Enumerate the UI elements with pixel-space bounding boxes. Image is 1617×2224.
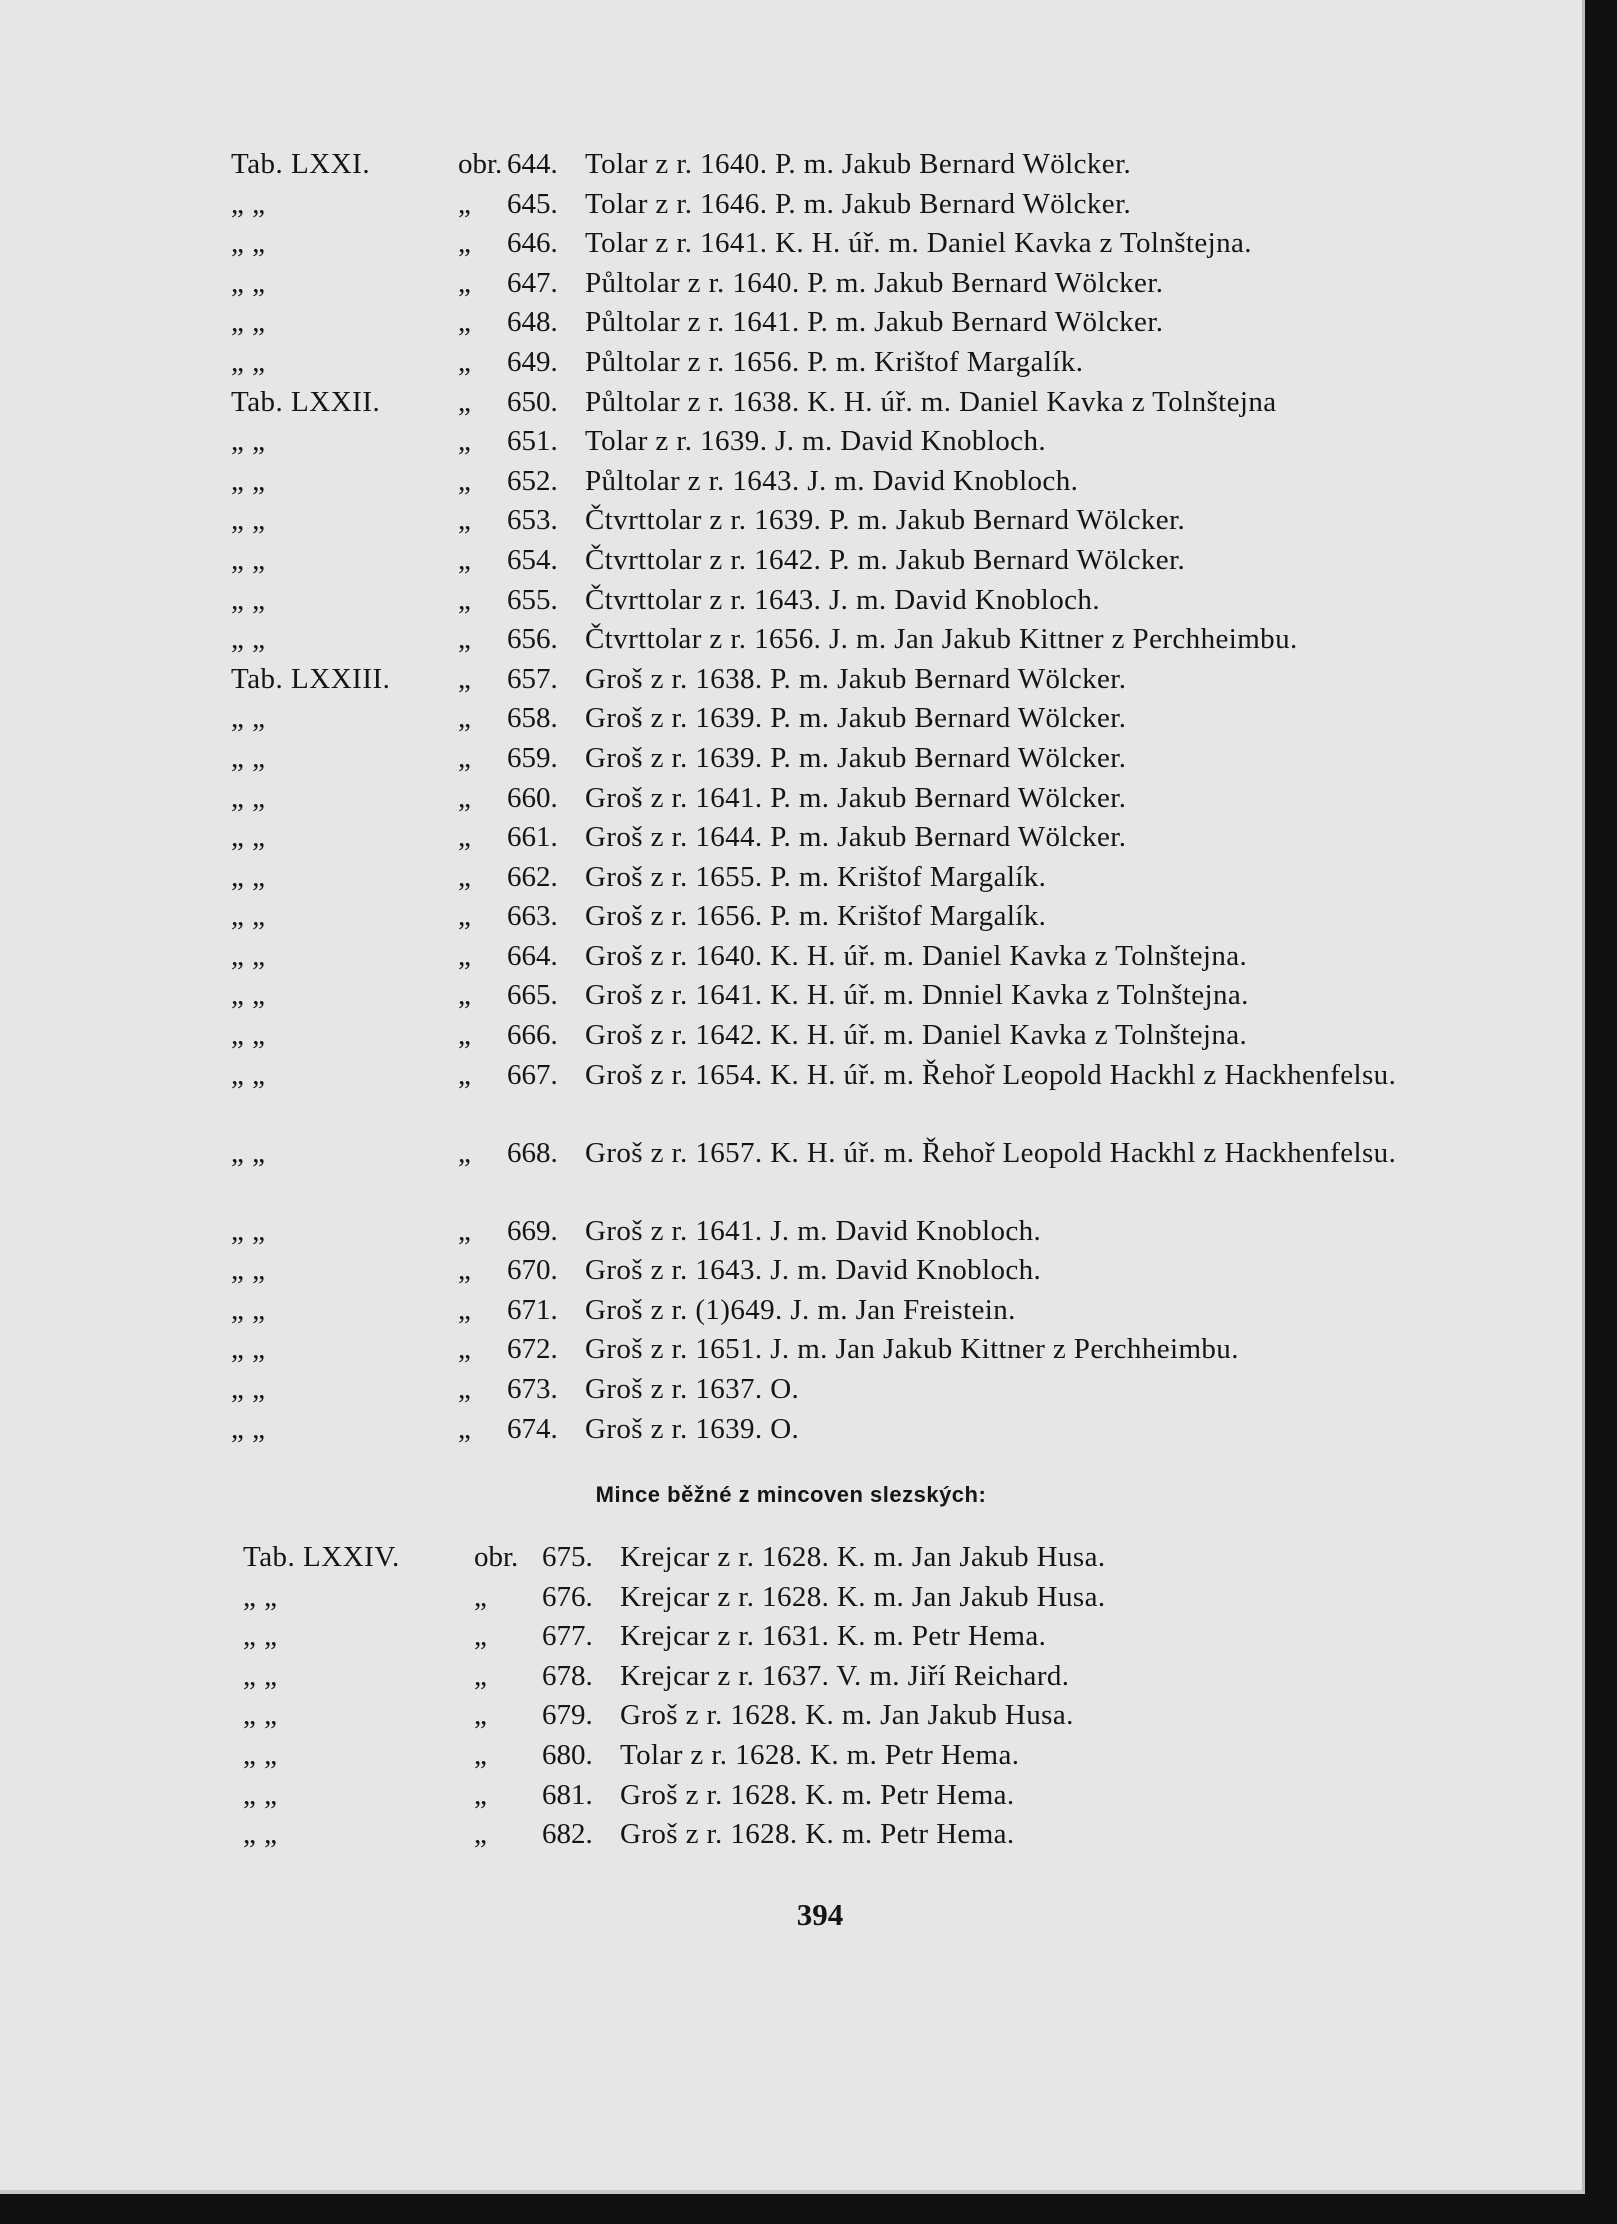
plate-label: „ „ — [231, 860, 266, 893]
list-item — [0, 145, 1600, 185]
plate-label: „ „ — [231, 1214, 266, 1247]
coin-description: Tolar z r. 1640. P. m. Jakub Bernard Wölcker. — [585, 148, 1132, 180]
plate-label: „ „ — [231, 504, 266, 537]
figure-label: „ — [458, 1214, 471, 1247]
figure-number: 674. — [507, 1412, 558, 1445]
figure-number: 663. — [507, 900, 558, 933]
figure-label: „ — [458, 266, 471, 299]
list-item — [0, 1370, 1600, 1410]
figure-number: 654. — [507, 543, 558, 576]
coin-description: Tolar z r. 1639. J. m. David Knobloch. — [585, 425, 1046, 458]
figure-number: 677. — [542, 1620, 593, 1653]
figure-label: „ — [458, 1254, 471, 1287]
list-item — [0, 1134, 1600, 1212]
figure-number: 669. — [507, 1214, 558, 1247]
plate-label: „ „ — [243, 1818, 278, 1851]
figure-number: 655. — [507, 583, 558, 616]
plate-label: „ „ — [231, 464, 266, 497]
list-item — [0, 303, 1600, 343]
coin-description: Tolar z r. 1628. K. m. Petr Hema. — [620, 1738, 1020, 1771]
list-item — [0, 185, 1600, 225]
coin-description: Groš z r. 1639. P. m. Jakub Bernard Wölcker. — [585, 702, 1127, 735]
coin-description: Půltolar z r. 1643. J. m. David Knobloch. — [585, 464, 1079, 497]
figure-label: „ — [458, 385, 471, 418]
plate-label: „ „ — [243, 1659, 278, 1692]
figure-label: „ — [458, 781, 471, 814]
coin-description: Groš z r. 1637. O. — [585, 1373, 800, 1406]
figure-label: „ — [458, 821, 471, 854]
list-item — [0, 779, 1600, 819]
list-item — [0, 1330, 1600, 1370]
figure-label: „ — [458, 1373, 471, 1406]
plate-label: „ „ — [231, 1254, 266, 1287]
plate-label: „ „ — [231, 1136, 266, 1169]
plate-label: „ „ — [231, 702, 266, 735]
figure-label: „ — [458, 543, 471, 576]
plate-label: „ „ — [231, 900, 266, 933]
coin-description: Čtvrttolar z r. 1656. J. m. Jan Jakub Kittner z Perchheimbu. — [585, 623, 1298, 656]
figure-label: „ — [458, 1136, 471, 1169]
plate-label: „ „ — [231, 821, 266, 854]
figure-label: „ — [474, 1620, 487, 1653]
figure-label: obr. — [474, 1541, 519, 1573]
figure-number: 648. — [507, 306, 558, 339]
list-item — [0, 976, 1600, 1016]
list-item — [0, 937, 1600, 977]
plate-label: „ „ — [231, 1373, 266, 1406]
figure-number: 657. — [507, 662, 558, 695]
figure-number: 675. — [542, 1541, 593, 1573]
plate-label: „ „ — [231, 623, 266, 656]
coin-description: Tolar z r. 1646. P. m. Jakub Bernard Wölcker. — [585, 187, 1132, 220]
coin-description: Půltolar z r. 1641. P. m. Jakub Bernard Wölcker. — [585, 306, 1164, 339]
plate-label: „ „ — [243, 1699, 278, 1732]
plate-label: „ „ — [231, 266, 266, 299]
plate-label: Tab. LXXII. — [231, 385, 381, 418]
figure-number: 653. — [507, 504, 558, 537]
coin-description: Groš z r. 1628. K. m. Jan Jakub Husa. — [620, 1699, 1074, 1732]
list-item — [0, 1815, 1600, 1855]
coin-description: Krejcar z r. 1637. V. m. Jiří Reichard. — [620, 1659, 1070, 1692]
list-item — [0, 1617, 1600, 1657]
coin-description: Půltolar z r. 1638. K. H. úř. m. Daniel Kavka z Tolnštejna — [585, 385, 1277, 418]
plate-label: „ „ — [243, 1620, 278, 1653]
plate-listing-section-1 — [0, 145, 1600, 1449]
plate-label: „ „ — [231, 1412, 266, 1445]
list-item — [0, 660, 1600, 700]
list-item — [0, 462, 1600, 502]
plate-label: „ „ — [231, 583, 266, 616]
list-item — [0, 1016, 1600, 1056]
figure-number: 652. — [507, 464, 558, 497]
coin-description: Groš z r. 1651. J. m. Jan Jakub Kittner z Perchheimbu. — [585, 1333, 1239, 1366]
figure-number: 660. — [507, 781, 558, 814]
figure-number: 680. — [542, 1738, 593, 1771]
figure-number: 678. — [542, 1659, 593, 1692]
list-item — [0, 224, 1600, 264]
coin-description: Čtvrttolar z r. 1643. J. m. David Knobloch. — [585, 583, 1100, 616]
coin-description: Groš z r. 1642. K. H. úř. m. Daniel Kavka z Tolnštejna. — [585, 1019, 1248, 1052]
plate-label: „ „ — [231, 1058, 266, 1091]
figure-label: „ — [474, 1699, 487, 1732]
figure-label: „ — [458, 623, 471, 656]
list-item — [0, 343, 1600, 383]
figure-label: „ — [458, 860, 471, 893]
plate-label: „ „ — [243, 1580, 278, 1613]
coin-description: Groš z r. 1639. P. m. Jakub Bernard Wölcker. — [585, 741, 1127, 774]
figure-number: 646. — [507, 227, 558, 260]
list-item — [0, 818, 1600, 858]
figure-label: „ — [458, 741, 471, 774]
list-item — [0, 1736, 1600, 1776]
figure-label: „ — [458, 306, 471, 339]
coin-description: Čtvrttolar z r. 1639. P. m. Jakub Bernard Wölcker. — [585, 504, 1186, 537]
list-item — [0, 1538, 1600, 1578]
plate-label: „ „ — [231, 227, 266, 260]
figure-number: 666. — [507, 1019, 558, 1052]
list-item — [0, 699, 1600, 739]
coin-description: Krejcar z r. 1628. K. m. Jan Jakub Husa. — [620, 1541, 1106, 1573]
plate-label: „ „ — [231, 741, 266, 774]
plate-label: „ „ — [231, 187, 266, 220]
plate-label: „ „ — [231, 781, 266, 814]
figure-number: 672. — [507, 1333, 558, 1366]
figure-number: 681. — [542, 1778, 593, 1811]
list-item — [0, 1657, 1600, 1697]
list-item — [0, 1291, 1600, 1331]
plate-label: „ „ — [231, 979, 266, 1012]
list-item — [0, 620, 1600, 660]
plate-label: „ „ — [231, 1019, 266, 1052]
figure-label: „ — [474, 1778, 487, 1811]
list-item — [0, 422, 1600, 462]
section-heading-silesian-mints: Mince běžné z mincoven slezských: — [595, 1482, 987, 1507]
figure-label: „ — [474, 1659, 487, 1692]
coin-description: Půltolar z r. 1640. P. m. Jakub Bernard Wölcker. — [585, 266, 1164, 299]
coin-description: Groš z r. 1628. K. m. Petr Hema. — [620, 1818, 1015, 1851]
plate-label: Tab. LXXI. — [231, 148, 371, 180]
plate-label: Tab. LXXIV. — [243, 1541, 400, 1573]
plate-label: Tab. LXXIII. — [231, 662, 391, 695]
figure-number: 645. — [507, 187, 558, 220]
figure-number: 676. — [542, 1580, 593, 1613]
coin-description: Groš z r. 1639. O. — [585, 1412, 800, 1445]
coin-description: Tolar z r. 1641. K. H. úř. m. Daniel Kavka z Tolnštejna. — [585, 227, 1252, 260]
list-item — [0, 897, 1600, 937]
coin-description: Groš z r. 1657. K. H. úř. m. Řehoř Leopold Hackhl z Hackhenfelsu. — [585, 1136, 1397, 1169]
list-item — [0, 264, 1600, 304]
list-item — [0, 1056, 1600, 1134]
coin-description: Groš z r. 1641. K. H. úř. m. Dnniel Kavka z Tolnštejna. — [585, 979, 1249, 1012]
plate-label: „ „ — [243, 1778, 278, 1811]
figure-label: „ — [458, 583, 471, 616]
coin-description: Groš z r. 1644. P. m. Jakub Bernard Wölcker. — [585, 821, 1127, 854]
figure-number: 651. — [507, 425, 558, 458]
list-item — [0, 1410, 1600, 1450]
figure-label: „ — [458, 504, 471, 537]
coin-description: Groš z r. 1655. P. m. Krištof Margalík. — [585, 860, 1047, 893]
coin-description: Groš z r. 1643. J. m. David Knobloch. — [585, 1254, 1042, 1287]
coin-description: Groš z r. 1654. K. H. úř. m. Řehoř Leopold Hackhl z Hackhenfelsu. — [585, 1058, 1397, 1091]
coin-description: Groš z r. 1656. P. m. Krištof Margalík. — [585, 900, 1047, 933]
figure-number: 650. — [507, 385, 558, 418]
plate-listing-section-2 — [0, 1538, 1600, 1855]
page-number: 394 — [796, 1897, 844, 1932]
figure-label: „ — [458, 1412, 471, 1445]
figure-label: „ — [458, 227, 471, 260]
coin-description: Čtvrttolar z r. 1642. P. m. Jakub Bernard Wölcker. — [585, 543, 1186, 576]
list-item — [0, 1776, 1600, 1816]
figure-label: „ — [458, 425, 471, 458]
figure-number: 682. — [542, 1818, 593, 1851]
plate-label: „ „ — [231, 939, 266, 972]
plate-label: „ „ — [231, 1293, 266, 1326]
list-item — [0, 1212, 1600, 1252]
figure-label: „ — [458, 187, 471, 220]
figure-number: 649. — [507, 345, 558, 378]
figure-label: „ — [458, 464, 471, 497]
figure-number: 667. — [507, 1058, 558, 1091]
figure-label: „ — [458, 702, 471, 735]
figure-number: 644. — [507, 148, 558, 180]
list-item — [0, 581, 1600, 621]
figure-label: „ — [458, 939, 471, 972]
figure-number: 659. — [507, 741, 558, 774]
coin-description: Groš z r. (1)649. J. m. Jan Freistein. — [585, 1293, 1016, 1326]
coin-description: Groš z r. 1640. K. H. úř. m. Daniel Kavka z Tolnštejna. — [585, 939, 1248, 972]
coin-description: Groš z r. 1641. J. m. David Knobloch. — [585, 1214, 1042, 1247]
list-item — [0, 1696, 1600, 1736]
figure-number: 673. — [507, 1373, 558, 1406]
coin-description: Groš z r. 1638. P. m. Jakub Bernard Wölcker. — [585, 662, 1127, 695]
plate-label: „ „ — [231, 345, 266, 378]
list-item — [0, 739, 1600, 779]
plate-label: „ „ — [231, 543, 266, 576]
figure-label: „ — [458, 662, 471, 695]
figure-number: 658. — [507, 702, 558, 735]
figure-number: 670. — [507, 1254, 558, 1287]
plate-label: „ „ — [231, 425, 266, 458]
coin-description: Krejcar z r. 1631. K. m. Petr Hema. — [620, 1620, 1047, 1653]
coin-description: Půltolar z r. 1656. P. m. Krištof Margalík. — [585, 345, 1084, 378]
figure-label: „ — [458, 345, 471, 378]
figure-number: 665. — [507, 979, 558, 1012]
figure-label: „ — [458, 900, 471, 933]
figure-number: 647. — [507, 266, 558, 299]
figure-label: „ — [458, 1333, 471, 1366]
figure-number: 662. — [507, 860, 558, 893]
list-item — [0, 541, 1600, 581]
figure-label: „ — [474, 1738, 487, 1771]
figure-number: 668. — [507, 1136, 558, 1169]
figure-number: 661. — [507, 821, 558, 854]
figure-number: 671. — [507, 1293, 558, 1326]
plate-label: „ „ — [231, 1333, 266, 1366]
figure-label: „ — [458, 1293, 471, 1326]
figure-number: 664. — [507, 939, 558, 972]
figure-label: „ — [474, 1818, 487, 1851]
figure-label: „ — [458, 1019, 471, 1052]
plate-label: „ „ — [231, 306, 266, 339]
figure-label: „ — [458, 1058, 471, 1091]
list-item — [0, 858, 1600, 898]
figure-number: 656. — [507, 623, 558, 656]
list-item — [0, 501, 1600, 541]
list-item — [0, 1578, 1600, 1618]
figure-number: 679. — [542, 1699, 593, 1732]
list-item — [0, 383, 1600, 423]
coin-description: Krejcar z r. 1628. K. m. Jan Jakub Husa. — [620, 1580, 1106, 1613]
coin-description: Groš z r. 1628. K. m. Petr Hema. — [620, 1778, 1015, 1811]
figure-label: obr. — [458, 148, 503, 180]
plate-label: „ „ — [243, 1738, 278, 1771]
figure-label: „ — [458, 979, 471, 1012]
figure-label: „ — [474, 1580, 487, 1613]
list-item — [0, 1251, 1600, 1291]
coin-description: Groš z r. 1641. P. m. Jakub Bernard Wölcker. — [585, 781, 1127, 814]
